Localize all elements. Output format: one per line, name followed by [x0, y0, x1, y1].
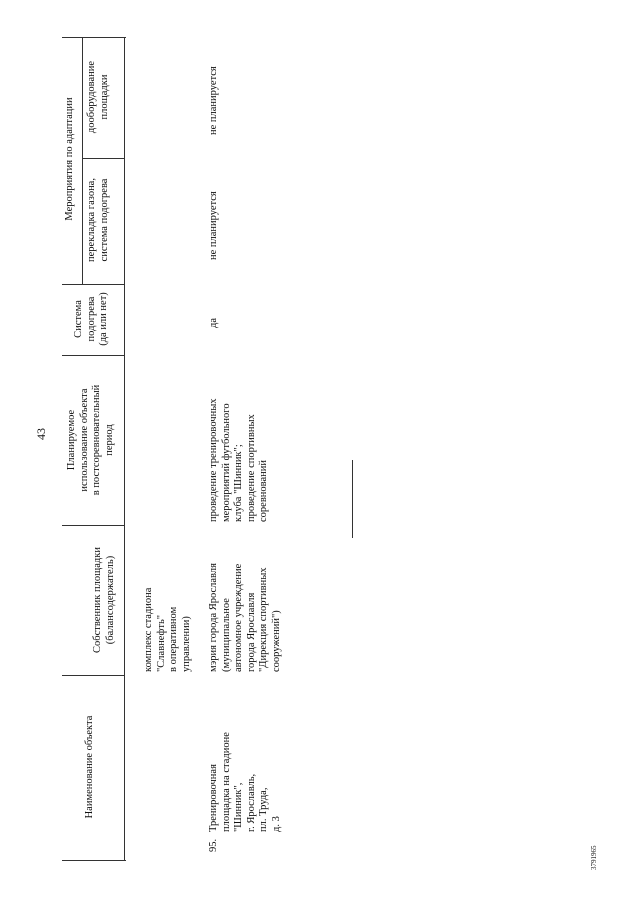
column-rule — [62, 525, 124, 526]
column-rule — [62, 284, 124, 285]
header-measure-relaying-heating: перекладка газона, система подогрева — [86, 178, 110, 262]
continuation-owner-cell: комплекс стадиона "Славнефть" в оперативном управлении) — [143, 587, 192, 672]
header-owner: Собственник площадки (балансодержатель) — [92, 547, 116, 653]
end-rule — [352, 460, 353, 538]
header-measure-reequipment: дооборудование площадки — [86, 60, 110, 134]
header-heating: Система подогрева (да или нет) — [73, 292, 109, 346]
measures-subheader-rule — [82, 37, 83, 284]
table-top-border — [62, 860, 126, 861]
document-id: 3791965 — [590, 845, 598, 870]
row-number: 95. — [208, 838, 219, 852]
row-owner-cell: мэрия города Ярославля (муниципальное автономное учреждение города Ярославля "Дирекция спортивных сооружений") — [208, 563, 282, 672]
row-measure-reequipment-cell: не планируется — [208, 66, 219, 135]
column-rule — [62, 355, 124, 356]
header-measures: Мероприятия по адаптации — [64, 97, 75, 221]
header-name: Наименование объекта — [84, 715, 95, 819]
row-measure-relaying-heating-cell: не планируется — [208, 191, 219, 260]
table-header-bottom-border — [124, 37, 125, 860]
row-name-cell: Тренировочная площадка на стадионе "Шинник", г. Ярославль, пл. Труда, д. 3 — [208, 732, 282, 832]
page-number: 43 — [34, 428, 48, 440]
column-rule — [62, 675, 124, 676]
header-use: Планируемое использование объекта в постсоревновательный период — [66, 384, 115, 496]
row-heating-cell: да — [208, 317, 219, 328]
row-use-cell: проведение тренировочных мероприятий футбольного клуба "Шинник"; проведение спортивных соревнований — [208, 398, 269, 522]
